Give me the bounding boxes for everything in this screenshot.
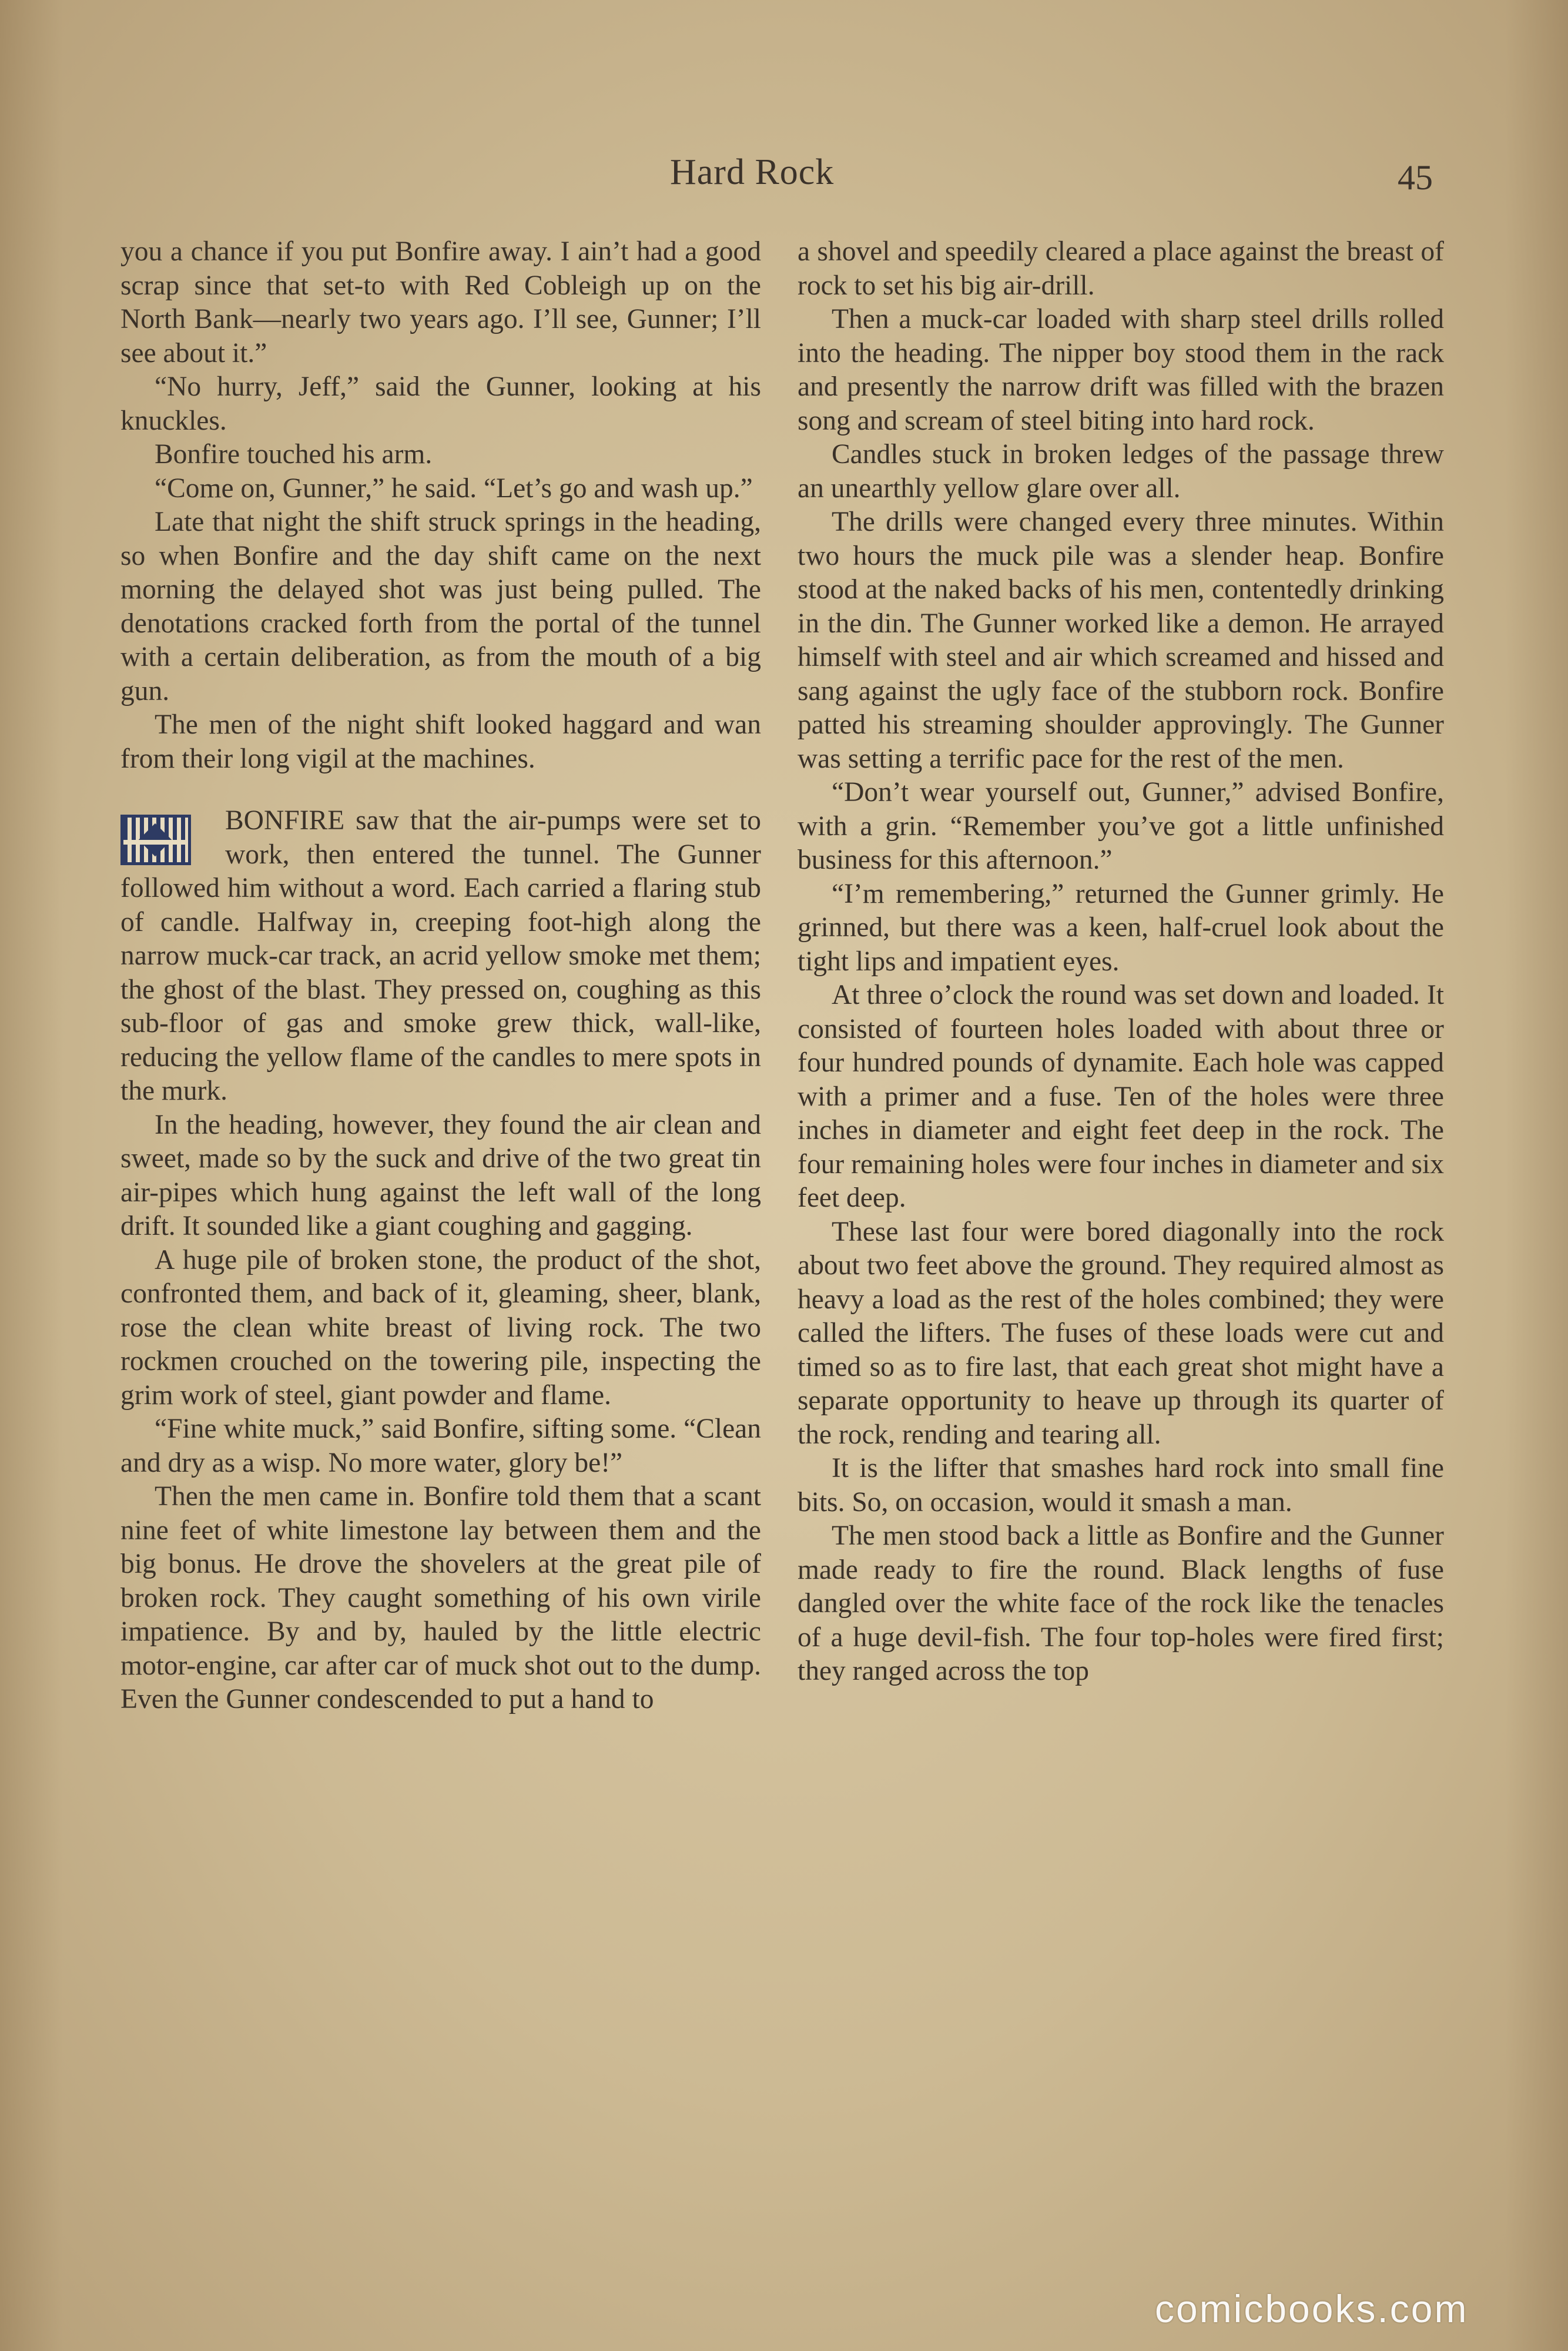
paragraph: “Don’t wear yourself out, Gunner,” advised Bonfire, with a grin. “Remember you’ve got a little unfinished business for this afternoon.” (798, 777, 1444, 875)
page-number: 45 (1398, 158, 1433, 197)
paragraph: “I’m remembering,” returned the Gunner grimly. He grinned, but there was a keen, half-cruel look about the tight lips and impatient eyes. (798, 878, 1444, 977)
watermark: comicbooks.com (1155, 2287, 1469, 2330)
paragraph: Then the men came in. Bonfire told them that a scant nine feet of white limestone lay between them and the big bonus. He drove the shovelers at the great pile of broken rock. They caught something of his own virile impatience. By and by, hauled by the little electric motor-engine, car after car of muck shot out to the dump. Even the Gunner condescended to put a hand to (120, 1481, 761, 1714)
dropcap-paragraph (120, 804, 761, 1108)
section-break (120, 776, 761, 804)
paragraph: “Fine white muck,” said Bonfire, sifting some. “Clean and dry as a wisp. No more water, glory be!” (120, 1414, 761, 1478)
running-title: Hard Rock (670, 152, 835, 192)
paragraph: At three o’clock the round was set down and loaded. It consisted of fourteen holes loaded with about three or four hundred pounds of dynamite. Each hole was capped with a primer and a fuse. Ten of the holes were three inches in diameter and eight feet deep in the rock. The four remaining holes were four inches in diameter and six feet deep. (798, 980, 1444, 1213)
ornamental-dropcap-icon (120, 815, 191, 865)
paragraph: Candles stuck in broken ledges of the passage threw an unearthly yellow glare over all. (798, 439, 1444, 504)
paragraph: A huge pile of broken stone, the product of the shot, confronted them, and back of it, gleaming, sheer, blank, rose the clean white breast of living rock. The two rockmen crouched on the towering pile, inspecting the grim work of steel, giant powder and flame. (120, 1244, 761, 1411)
dropcap-paragraph-text: BONFIRE saw that the air-pumps were set to work, then entered the tunnel. The Gunner followed him without a word. Each carried a flaring stub of candle. Halfway in, creeping foot-high along the narrow muck-car track, an acrid yellow smoke met them; the ghost of the blast. They pressed on, coughing as this sub-floor of gas and smoke grew thick, wall-like, reducing the yellow flame of the candles to mere spots in the murk. (120, 805, 761, 1106)
paragraph: Bonfire touched his arm. (155, 439, 433, 470)
right-column (798, 235, 1444, 1689)
paragraph: “No hurry, Jeff,” said the Gunner, looking at his knuckles. (120, 371, 761, 436)
paragraph: The drills were changed every three minutes. Within two hours the muck pile was a slender heap. Bonfire stood at the naked backs of his men, contentedly drinking in the din. The Gunner worked like a demon. He arrayed himself with steel and air which screamed and hissed and sang against the ugly face of the stubborn rock. Bonfire patted his streaming shoulder approvingly. The Gunner was setting a terrific pace for the rest of the men. (798, 507, 1444, 774)
paragraph: The men stood back a little as Bonfire and the Gunner made ready to fire the round. Black lengths of fuse dangled over the white face of the rock like the tenacles of a huge devil-fish. The four top-holes were fired first; they ranged across the top (798, 1521, 1444, 1686)
paragraph: In the heading, however, they found the air clean and sweet, made so by the suck and drive of the two great tin air-pipes which hung against the left wall of the long drift. It sounded like a giant coughing and gagging. (120, 1109, 761, 1241)
paragraph: a shovel and speedily cleared a place against the breast of rock to set his big air-drill. (798, 236, 1444, 301)
paragraph: Late that night the shift struck springs in the heading, so when Bonfire and the day shift came on the next morning the delayed shot was just being pulled. The denotations cracked forth from the portal of the tunnel with a certain deliberation, as from the mouth of a big gun. (120, 507, 761, 706)
left-column (120, 235, 761, 1717)
paragraph: you a chance if you put Bonfire away. I ain’t had a good scrap since that set-to with Red Cobleigh up on the North Bank—nearly two years ago. I’ll see, Gunner; I’ll see about it.” (120, 236, 761, 369)
paragraph: “Come on, Gunner,” he said. “Let’s go and wash up.” (155, 473, 753, 504)
paragraph: These last four were bored diagonally into the rock about two feet above the ground. They required almost as heavy a load as the rest of the holes combined; they were called the lifters. The fuses of these loads were cut and timed so as to fire last, that each great shot might have a separate opportunity to heave up through its quarter of the rock, rending and tearing all. (798, 1216, 1444, 1450)
paragraph: Then a muck-car loaded with sharp steel drills rolled into the heading. The nipper boy stood them in the rack and presently the narrow drift was filled with the brazen song and scream of steel biting into hard rock. (798, 304, 1444, 436)
paragraph: It is the lifter that smashes hard rock into small fine bits. So, on occasion, would it smash a man. (798, 1453, 1444, 1518)
paragraph: The men of the night shift looked haggard and wan from their long vigil at the machines. (120, 709, 761, 774)
